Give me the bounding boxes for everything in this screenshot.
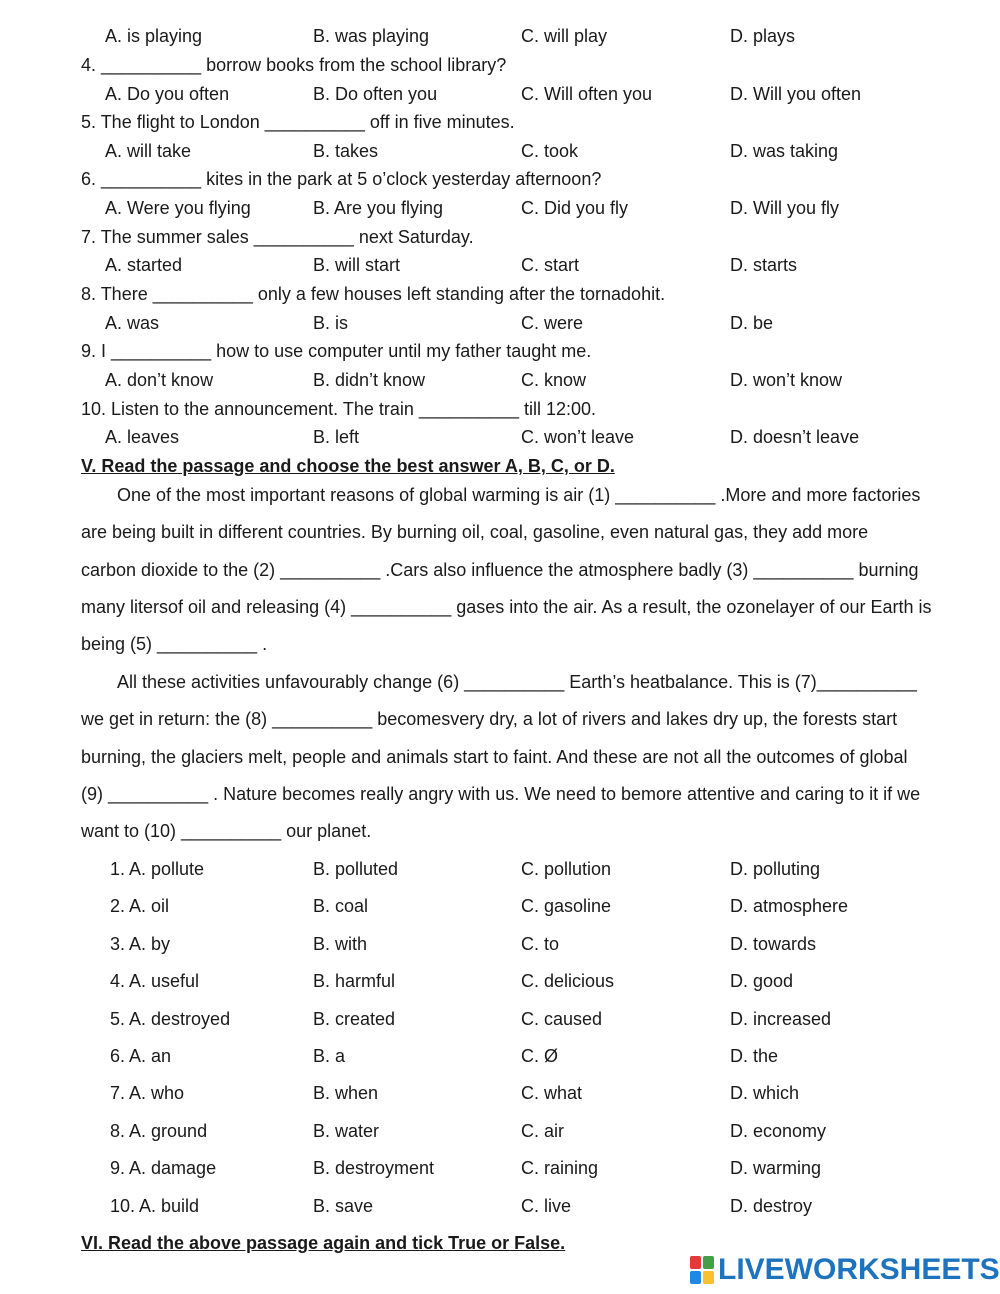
answer-row-6 <box>0 1042 1000 1070</box>
option-d: D. polluting <box>730 859 821 879</box>
option-b: B. when <box>313 1083 379 1103</box>
option-d: D. Will you fly <box>730 198 840 218</box>
option-d: D. atmosphere <box>730 896 849 916</box>
option-c: C. Did you fly <box>521 198 629 218</box>
option-c: C. to <box>521 934 560 954</box>
question-text: 9. I __________ how to use computer until my father taught me. <box>81 341 592 361</box>
option-b: B. Do often you <box>313 84 438 104</box>
option-d: D. the <box>730 1046 779 1066</box>
option-b: B. with <box>313 934 368 954</box>
option-b: B. is <box>313 313 349 333</box>
option-c: C. took <box>521 141 579 161</box>
liveworksheets-logo <box>690 1252 1000 1288</box>
passage-line: burning, the glaciers melt, people and animals start to faint. And these are not all the outcomes of global <box>81 747 908 767</box>
option-c: C. what <box>521 1083 583 1103</box>
answer-row-7 <box>0 1079 1000 1107</box>
passage-line: carbon dioxide to the (2) __________ .Cars also influence the atmosphere badly (3) __________ burning <box>81 560 919 580</box>
option-b: B. didn’t know <box>313 370 426 390</box>
question-text: 6. __________ kites in the park at 5 o’clock yesterday afternoon? <box>81 169 602 189</box>
question-10-options <box>0 423 1000 451</box>
option-b: B. destroyment <box>313 1158 435 1178</box>
question-text: 5. The flight to London __________ off in five minutes. <box>81 112 515 132</box>
passage-line: being (5) __________ . <box>81 634 268 654</box>
option-c: C. were <box>521 313 584 333</box>
option-b: B. a <box>313 1046 346 1066</box>
question-7-options <box>0 251 1000 279</box>
passage-line: want to (10) __________ our planet. <box>81 821 372 841</box>
option-a: A. started <box>105 255 183 275</box>
option-a: 9. A. damage <box>110 1158 217 1178</box>
option-b: B. polluted <box>313 859 399 879</box>
option-c: C. Will often you <box>521 84 653 104</box>
answer-row-10 <box>0 1192 1000 1220</box>
passage-line: All these activities unfavourably change (6) __________ Earth’s heatbalance. This is (7)__________ <box>117 672 917 692</box>
passage-line: (9) __________ . Nature becomes really angry with us. We need to bemore attentive and caring to it if we <box>81 784 921 804</box>
option-d: D. doesn’t leave <box>730 427 860 447</box>
option-d: D. good <box>730 971 794 991</box>
q3-options <box>0 22 1000 50</box>
option-a: 6. A. an <box>110 1046 172 1066</box>
answer-row-3 <box>0 930 1000 958</box>
question-9-options <box>0 366 1000 394</box>
option-a: A. Were you flying <box>105 198 251 218</box>
option-d: D. was taking <box>730 141 839 161</box>
option-b: B. harmful <box>313 971 396 991</box>
answer-row-8 <box>0 1117 1000 1145</box>
question-8-options <box>0 309 1000 337</box>
question-9 <box>0 337 1000 365</box>
section-v-heading: V. Read the passage and choose the best answer A, B, C, or D. <box>81 456 615 476</box>
option-d: D. starts <box>730 255 798 275</box>
option-b: B. water <box>313 1121 380 1141</box>
question-text: 8. There __________ only a few houses left standing after the tornadohit. <box>81 284 666 304</box>
answer-row-9 <box>0 1154 1000 1182</box>
option-b: B. left <box>313 427 360 447</box>
question-6-options <box>0 194 1000 222</box>
option-c: C. know <box>521 370 587 390</box>
option-a: A. don’t know <box>105 370 214 390</box>
option-c: C. caused <box>521 1009 603 1029</box>
passage-line: many litersof oil and releasing (4) __________ gases into the air. As a result, the ozonelayer of our Earth is <box>81 597 932 617</box>
option-b: B. Are you flying <box>313 198 444 218</box>
option-a: 4. A. useful <box>110 971 200 991</box>
option-a: 3. A. by <box>110 934 171 954</box>
answer-row-2 <box>0 892 1000 920</box>
passage-line: One of the most important reasons of global warming is air (1) __________ .More and more factories <box>117 485 921 505</box>
option-b: B. was playing <box>313 26 430 46</box>
passage-line: are being built in different countries. By burning oil, coal, gasoline, even natural gas, they add more <box>81 522 869 542</box>
question-5-options <box>0 137 1000 165</box>
option-c: C. Ø <box>521 1046 559 1066</box>
option-b: B. created <box>313 1009 396 1029</box>
option-c: C. start <box>521 255 580 275</box>
question-8 <box>0 280 1000 308</box>
option-b: B. will start <box>313 255 401 275</box>
option-d: D. towards <box>730 934 817 954</box>
option-a: 7. A. who <box>110 1083 185 1103</box>
option-a: A. leaves <box>105 427 180 447</box>
question-text: 7. The summer sales __________ next Saturday. <box>81 227 474 247</box>
option-d: D. destroy <box>730 1196 813 1216</box>
option-d: D. increased <box>730 1009 832 1029</box>
option-a: A. will take <box>105 141 192 161</box>
answer-row-1 <box>0 855 1000 883</box>
answer-row-4 <box>0 967 1000 995</box>
option-a: 8. A. ground <box>110 1121 208 1141</box>
question-4-options <box>0 80 1000 108</box>
option-d: D. warming <box>730 1158 822 1178</box>
question-text: 4. __________ borrow books from the school library? <box>81 55 507 75</box>
option-a: A. Do you often <box>105 84 230 104</box>
option-c: C. air <box>521 1121 565 1141</box>
option-b: B. coal <box>313 896 369 916</box>
option-a: A. was <box>105 313 160 333</box>
question-5 <box>0 108 1000 136</box>
option-d: D. economy <box>730 1121 827 1141</box>
question-7 <box>0 223 1000 251</box>
option-d: D. be <box>730 313 774 333</box>
option-b: B. save <box>313 1196 374 1216</box>
option-a: 2. A. oil <box>110 896 170 916</box>
option-d: D. plays <box>730 26 796 46</box>
option-d: D. which <box>730 1083 800 1103</box>
question-text: 10. Listen to the announcement. The train __________ till 12:00. <box>81 399 597 419</box>
option-a: 1. A. pollute <box>110 859 205 879</box>
logo-text: LIVEWORKSHEETS <box>718 1253 1000 1286</box>
option-c: C. pollution <box>521 859 612 879</box>
option-c: C. gasoline <box>521 896 612 916</box>
question-10 <box>0 395 1000 423</box>
option-c: C. live <box>521 1196 572 1216</box>
logo-grid-icon <box>690 1256 714 1284</box>
option-a: 10. A. build <box>110 1196 200 1216</box>
option-d: D. won’t know <box>730 370 843 390</box>
option-c: C. delicious <box>521 971 615 991</box>
question-4 <box>0 51 1000 79</box>
option-c: C. raining <box>521 1158 599 1178</box>
option-c: C. will play <box>521 26 608 46</box>
option-a: A. is playing <box>105 26 203 46</box>
option-c: C. won’t leave <box>521 427 635 447</box>
answer-row-5 <box>0 1005 1000 1033</box>
section-vi-heading: VI. Read the above passage again and tick True or False. <box>81 1233 566 1253</box>
option-d: D. Will you often <box>730 84 862 104</box>
passage-line: we get in return: the (8) __________ becomesvery dry, a lot of rivers and lakes dry up, the forests start <box>81 709 898 729</box>
question-6 <box>0 165 1000 193</box>
option-a: 5. A. destroyed <box>110 1009 231 1029</box>
option-b: B. takes <box>313 141 379 161</box>
